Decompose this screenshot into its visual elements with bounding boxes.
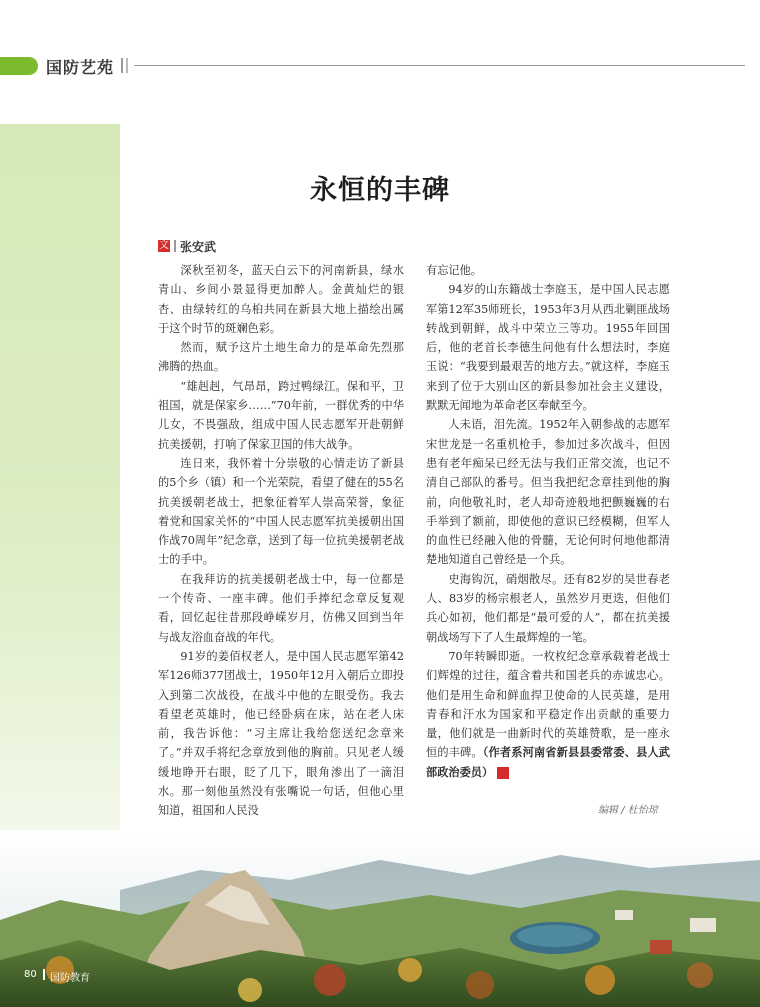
section-rule	[134, 65, 745, 66]
paragraph: “雄赳赳，气昂昂，跨过鸭绿江。保和平，卫祖国，就是保家乡……”70年前，一群优秀的中华儿女，不畏强敌，组成中国人民志愿军开赴朝鲜抗美援朝，打响了保家卫国的伟大战争。	[158, 379, 404, 451]
paragraph: 人未语，泪先流。1952年入朝参战的志愿军宋世龙是一名重机枪手，参加过多次战斗，但因患有老年痴呆已经无法与我们正常交流，也记不清自己部队的番号。但当我把纪念章挂到他的胸前，向他敬礼时，老人却奇迹般地把颤巍巍的右手举到了额前，即使他的意识已经模糊，但军人的血性已经融入他的骨髓，无论何时何地他都清楚地知道自己曾经是一个兵。	[426, 418, 670, 567]
mountain-landscape-photo	[0, 830, 760, 1007]
section-divider	[121, 58, 128, 73]
author-note: （作者系河南省新县县委常委、县人武部政治委员）	[426, 746, 670, 779]
author-tag: 文	[159, 240, 169, 251]
author-divider	[174, 240, 176, 252]
end-mark: G	[497, 767, 509, 779]
magazine-name: 国防教育	[50, 973, 90, 984]
author-name: 张安武	[180, 240, 217, 254]
article-title: 永恒的丰碑	[310, 175, 450, 206]
decorative-green-band	[0, 124, 120, 844]
paragraph: 深秋至初冬，蓝天白云下的河南新县，绿水青山、乡间小景显得更加醉人。金黄灿烂的银杏、由绿转红的乌桕共同在新县大地上描绘出属于这个时节的斑斓色彩。	[158, 264, 404, 335]
paragraph: 在我拜访的抗美援朝老战士中，每一位都是一个传奇、一座丰碑。他们手捧纪念章反复观看，回忆起往昔那段峥嵘岁月，仿佛又回到当年与战友浴血奋战的年代。	[158, 572, 404, 644]
editor-credit: 编辑 / 杜怡琼	[598, 805, 658, 816]
paragraph: 有忘记他。	[426, 264, 482, 277]
paragraph-text: 70年转瞬即逝。一枚枚纪念章承载着老战士们辉煌的过往，蕴含着共和国老兵的赤诚忠心。他们是用生命和鲜血捍卫使命的人民英雄，是用青春和汗水为国家和平稳定作出贡献的重要力量，他们就是一曲新时代的英雄赞歌，是一座永恒的丰碑。	[426, 649, 670, 760]
paragraph: 然而，赋予这片土地生命力的是革命先烈那沸腾的热血。	[158, 341, 404, 374]
footer-divider	[43, 969, 45, 980]
paragraph: 连日来，我怀着十分崇敬的心情走访了新县的5个乡（镇）和一个光荣院，看望了健在的55名抗美援朝老战士，把象征着军人崇高荣誉，象征着党和国家关怀的“中国人民志愿军抗美援朝出国作战70周年”纪念章，送到了每一位抗美援朝老战士的手中。	[158, 456, 404, 567]
final-paragraph	[426, 647, 670, 782]
article-column-right	[426, 261, 670, 782]
article-column-left	[158, 261, 404, 821]
paragraph: 91岁的姜佰权老人，是中国人民志愿军第42军126师377团战士，1950年12月入朝后立即投入到第二次战役，在战斗中他的左眼受伤。我去看望老英雄时，他已经卧病在床，站在老人床前，我告诉他：“习主席让我给您送纪念章来了。”并双手将纪念章放到他的胸前。只见老人缓缓地睁开右眼，眨了几下，眼角渗出了一滴泪水。那一刻他虽然没有张嘴说一句话，但他心里知道，祖国和人民没	[158, 649, 404, 818]
paragraph: 94岁的山东籍战士李庭玉，是中国人民志愿军第12军35师班长，1953年3月从西北剿匪战场转战到朝鲜，战斗中荣立三等功。1955年回国后，他的老首长李德生问他有什么想法时，李庭玉说：“我要到最艰苦的地方去。”就这样，李庭玉来到了位于大别山区的新县参加社会主义建设，默默无闻地为革命老区奉献至今。	[426, 283, 670, 413]
paragraph: 史海钩沉，硝烟散尽。还有82岁的吴世春老人、83岁的杨宗根老人，虽然岁月更迭，但他们兵心如初，他们都是“最可爱的人”，都在抗美援朝战场写下了人生最辉煌的一笔。	[426, 572, 670, 644]
section-name: 国防艺苑	[46, 58, 115, 77]
section-tab-accent	[0, 57, 38, 75]
page-number: 80	[24, 969, 37, 980]
